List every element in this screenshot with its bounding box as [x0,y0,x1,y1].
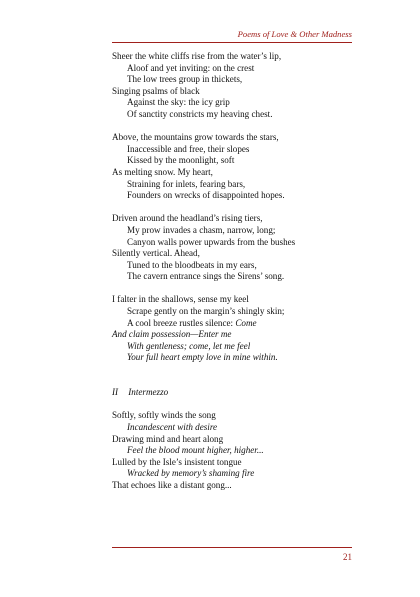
poem-line [112,260,357,272]
poem-line [112,225,357,237]
poem-line [112,109,357,121]
poem-line [112,132,357,144]
section-heading [112,387,357,399]
poem-line-text: And claim possession—Enter me [112,329,232,340]
poem-line [112,271,357,283]
poem-line-text: Wracked by memory’s shaming fire [127,468,255,479]
poem-line-text: Inaccessible and free, their slopes [127,143,250,154]
stanza [112,213,357,283]
stanza-spacer [112,399,357,411]
poem-line-text: A cool breeze rustles silence: [127,317,236,328]
poem-line [112,144,357,156]
poem-line-text: Aloof and yet inviting: on the crest [127,62,255,73]
poem-body [112,51,357,492]
poem-line [112,97,357,109]
poem-line-text: Against the sky: the icy grip [127,97,230,108]
poem-line-text: Incandescent with desire [127,422,218,432]
poem-line-text: With gentleness; come, let me feel [127,340,251,351]
section-spacer [112,364,357,387]
poem-stanzas [112,51,357,364]
poem-line [112,306,357,318]
poem-line [112,51,357,63]
poem-line [112,74,357,86]
poem-line-text: The cavern entrance sings the Sirens’ song. [127,271,285,282]
poem-line [112,329,357,341]
poem-line-italic-tail: Come [235,317,257,328]
poem-line-text: I falter in the shallows, sense my keel [112,294,249,305]
poem-line-text: Canyon walls power upwards from the bushes [127,236,296,247]
section-title: Intermezzo [128,387,169,398]
stanza-spacer [112,121,357,133]
footer-rule [112,547,352,548]
poem-line-text: That echoes like a distant gong... [112,479,232,490]
poem-line-text: Driven around the headland’s rising tiers, [112,213,263,224]
poem-line [112,410,357,422]
poem-line-text: My prow invades a chasm, narrow, long; [127,224,276,235]
stanza [112,132,357,202]
poem-line [112,63,357,75]
poem-line-text: The low trees group in thickets, [127,74,243,85]
poem-line-text: Lulled by the Isle’s insistent tongue [112,456,242,467]
poem-line-text: Your full heart empty love in mine within. [127,352,278,363]
poem-line [112,341,357,353]
poem-line [112,213,357,225]
poem-line-text: Of sanctity constricts my heaving chest. [127,108,273,119]
poem-line [112,318,357,330]
poem-line-text: Softly, softly winds the song [112,410,216,421]
poem-line [112,155,357,167]
poem-line-text: Kissed by the moonlight, soft [127,155,235,166]
poem-line-text: Silently vertical. Ahead, [112,248,200,259]
poem-line [112,237,357,249]
poem-line [112,480,357,492]
poem-line-text: Straining for inlets, fearing bars, [127,178,246,189]
poem-line [112,352,357,364]
poem-line-text: As melting snow. My heart, [112,166,213,177]
poem-line [112,434,357,446]
poem-line-text: Above, the mountains grow towards the stars, [112,132,279,143]
poem-line [112,457,357,469]
header-rule [112,42,352,43]
poem-line [112,86,357,98]
poem-line-text: Sheer the white cliffs rise from the water’s lip, [112,51,282,61]
poem-line [112,445,357,457]
poem-line-text: Drawing mind and heart along [112,433,224,444]
poem-line [112,468,357,480]
poem-line-text: Singing psalms of black [112,85,200,96]
poem-line [112,248,357,260]
page-number: 21 [343,552,352,562]
poem-line [112,167,357,179]
poem-line-text: Tuned to the bloodbeats in my ears, [127,259,257,270]
poem-line [112,190,357,202]
running-title: Poems of Love & Other Madness [237,29,352,39]
section-stanza [112,410,357,491]
section-number: II [112,387,119,398]
poem-line [112,294,357,306]
stanza-spacer [112,202,357,214]
poem-line [112,179,357,191]
poem-line [112,422,357,434]
stanza-spacer [112,283,357,295]
poem-line-text: Founders on wrecks of disappointed hopes. [127,190,285,201]
poem-line-text: Scrape gently on the margin’s shingly skin; [127,306,285,317]
stanza [112,51,357,121]
poem-line-text: Feel the blood mount higher, higher... [127,445,264,456]
stanza [112,294,357,364]
